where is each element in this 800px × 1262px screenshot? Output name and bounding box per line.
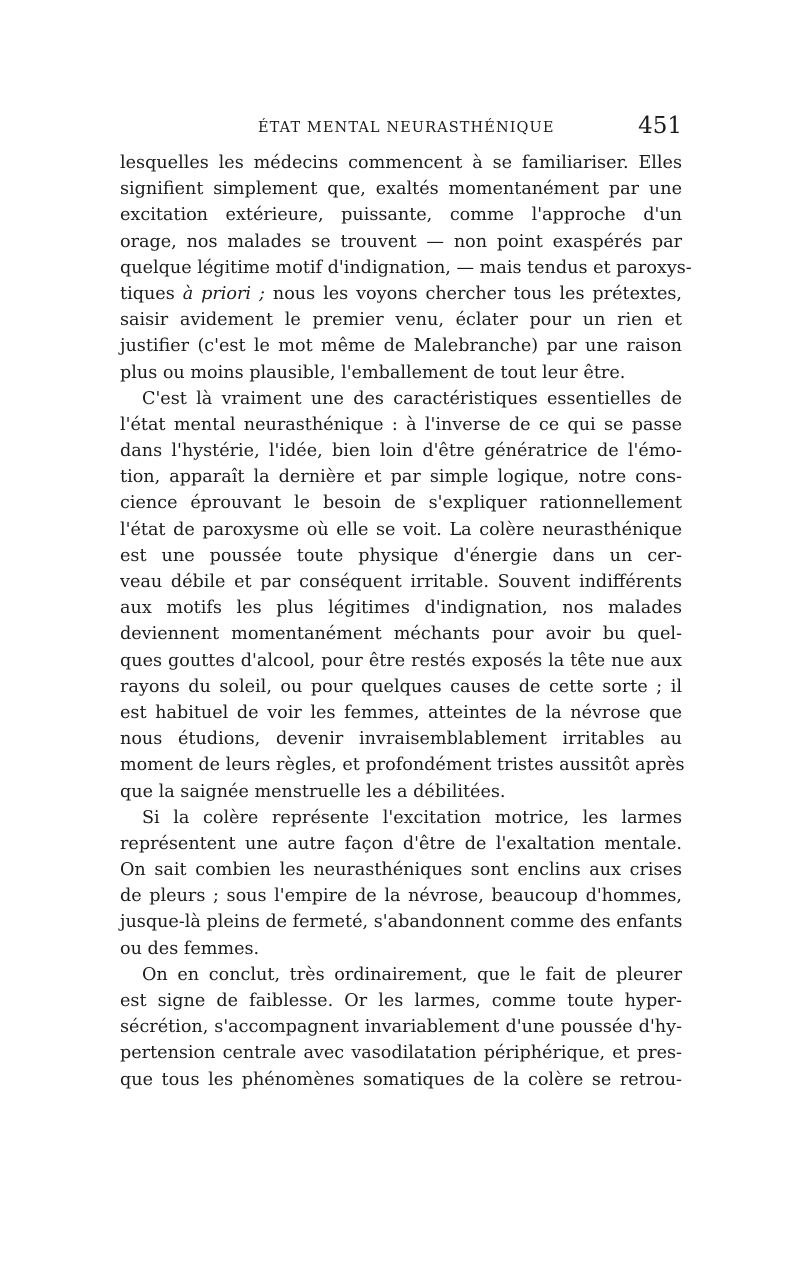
text-line: ou des femmes. (120, 938, 260, 959)
text-line: nous étudions, devenir invraisemblablement irritables au (120, 729, 682, 750)
text-line: sécrétion, s'accompagnent invariablement d'une poussée d'hy- (120, 1017, 682, 1038)
text-line: que la saignée menstruelle les a débilitées. (120, 781, 506, 802)
text-line: veau débile et par conséquent irritable. Souvent indifférents (120, 572, 682, 592)
text-line: excitation extérieure, puissante, comme l'approche d'un (120, 205, 682, 226)
paragraph (120, 805, 682, 962)
text-line: pertension centrale avec vasodilatation périphérique, et pres- (120, 1043, 682, 1064)
text-line: lesquelles les médecins commencent à se familiariser. Elles (120, 153, 682, 173)
text-line: C'est là vraiment une des caractéristiques essentielles de (142, 388, 682, 409)
text-line: On en conclut, très ordinairement, que le fait de pleurer (142, 964, 682, 985)
text-line: que tous les phénomènes somatiques de la colère se retrou- (120, 1069, 682, 1090)
text-line: jusque-là pleins de fermeté, s'abandonnent comme des enfants (120, 912, 683, 933)
text-line: plus ou moins plausible, l'emballement de tout leur être. (120, 362, 626, 383)
text-line: rayons du soleil, ou pour quelques causes de cette sorte ; il (120, 676, 682, 697)
text-line: signifient simplement que, exaltés momentanément par une (120, 179, 682, 200)
text-segment: tiques (120, 283, 175, 304)
text-line: de pleurs ; sous l'empire de la névrose, beaucoup d'hommes, (120, 886, 682, 907)
text-line: cience éprouvant le besoin de s'expliquer rationnellement (120, 493, 682, 514)
text-line: aux motifs les plus légitimes d'indignation, nos malades (120, 598, 682, 619)
text-line: l'état de paroxysme où elle se voit. La colère neurasthénique (120, 519, 682, 540)
text-line: l'état mental neurasthénique : à l'inverse de ce qui se passe (120, 414, 682, 435)
text-line: saisir avidement le premier venu, éclater pour un rien et (120, 310, 682, 331)
text-line (120, 281, 682, 307)
text-line: représentent une autre façon d'être de l'exaltation mentale. (120, 833, 682, 854)
text-line: dans l'hystérie, l'idée, bien loin d'être génératrice de l'émo- (120, 441, 682, 462)
text-line: moment de leurs règles, et profondément tristes aussitôt après (120, 755, 685, 776)
text-line: Si la colère représente l'excitation motrice, les larmes (142, 807, 682, 828)
paragraph (120, 150, 692, 386)
running-title: ÉTAT MENTAL NEURASTHÉNIQUE (258, 120, 555, 136)
paragraph (120, 962, 682, 1093)
text-segment: nous les voyons chercher tous les prétextes, (272, 283, 683, 304)
text-line: justifier (c'est le mot même de Malebranche) par une raison (120, 336, 682, 357)
text-line: est une poussée toute physique d'énergie dans un cer- (120, 545, 682, 566)
text-line: orage, nos malades se trouvent — non point exaspérés par (120, 231, 682, 252)
paragraph (120, 386, 685, 805)
text-line: est signe de faiblesse. Or les larmes, comme toute hyper- (120, 991, 682, 1011)
text-line: On sait combien les neurasthéniques sont enclins aux crises (120, 860, 682, 881)
running-header (120, 113, 682, 143)
text-line: deviennent momentanément méchants pour avoir bu quel- (120, 624, 682, 645)
page-number: 451 (638, 113, 682, 139)
text-line: est habituel de voir les femmes, atteintes de la névrose que (120, 702, 682, 723)
italic-phrase: à priori ; (182, 283, 265, 304)
text-line: tion, apparaît la dernière et par simple logique, notre cons- (120, 467, 682, 488)
body-text (120, 150, 692, 1093)
text-line: quelque légitime motif d'indignation, — mais tendus et paroxys- (120, 257, 692, 278)
text-line: ques gouttes d'alcool, pour être restés exposés la tête nue aux (120, 650, 682, 671)
